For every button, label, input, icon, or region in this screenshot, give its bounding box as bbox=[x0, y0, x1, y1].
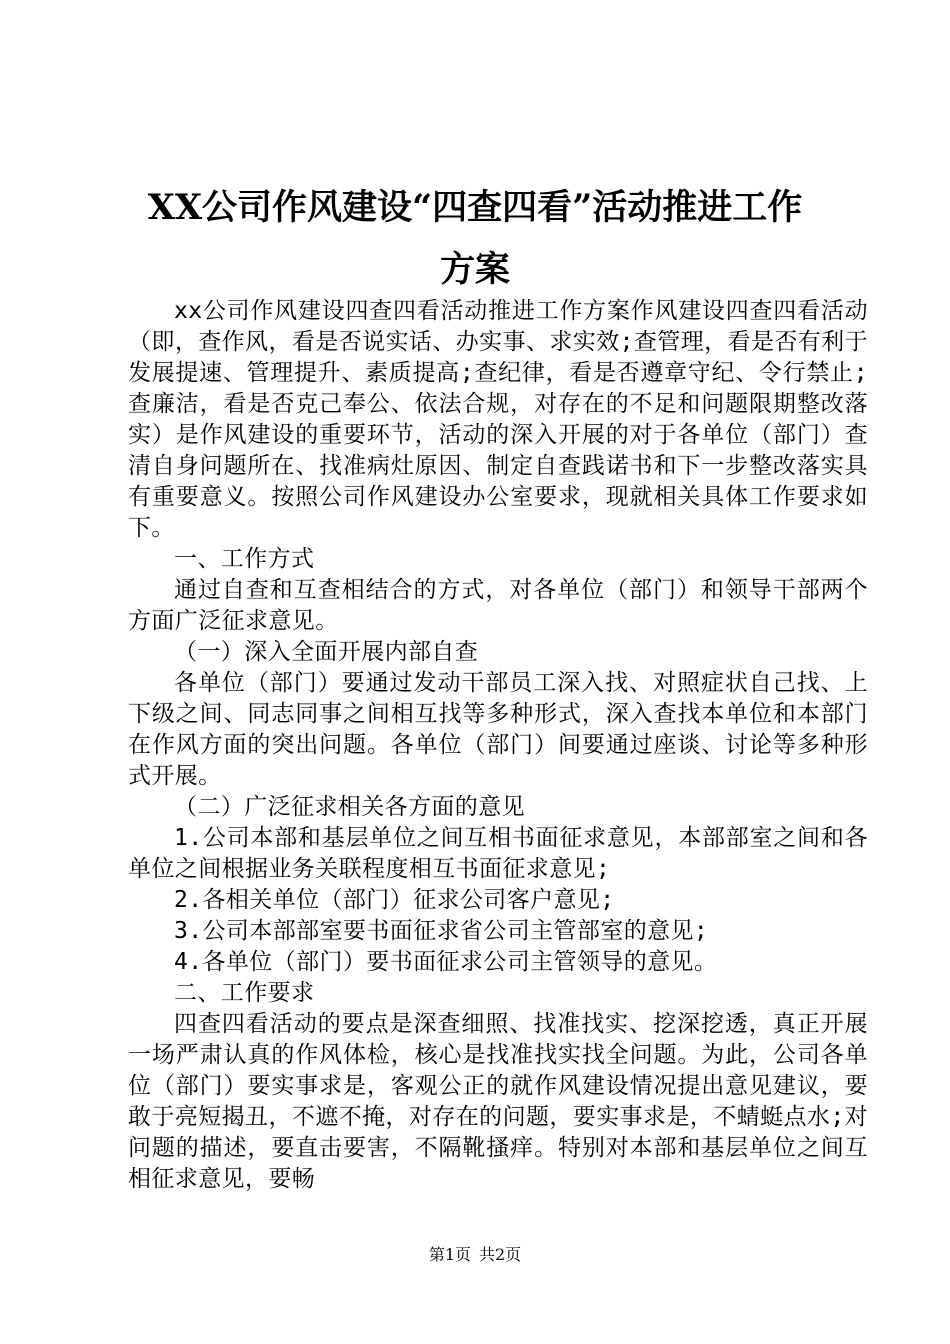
document-body bbox=[128, 296, 868, 1195]
list-item-2: 2.各相关单位（部门）征求公司客户意见; bbox=[174, 887, 615, 913]
paragraph-work-method: 通过自查和互查相结合的方式，对各单位（部门）和领导干部两个方面广泛征求意见。 bbox=[128, 577, 868, 634]
paragraph-work-requirements: 四查四看活动的要点是深查细照、找准找实、挖深挖透，真正开展一场严肃认真的作风体检，核心是找准找实找全问题。为此，公司各单位（部门）要实事求是，客观公正的就作风建设情况提出意见建议，要敢于亮短揭丑，不遮不掩，对存在的问题，要实事求是，不蜻蜓点水;对问题的描述，要直击要害，不隔靴搔痒。特别对本部和基层单位之间互相征求意见，要畅 bbox=[128, 1011, 868, 1192]
list-item-1: 1.公司本部和基层单位之间互相书面征求意见，本部部室之间和各单位之间根据业务关联程度相互书面征求意见; bbox=[128, 825, 868, 882]
list-item-4: 4.各单位（部门）要书面征求公司主管领导的意见。 bbox=[174, 949, 718, 975]
page-total: 共2页 bbox=[479, 1245, 522, 1264]
subsection-heading-self-check: （一）深入全面开展内部自查 bbox=[174, 639, 479, 665]
paragraph-self-check: 各单位（部门）要通过发动干部员工深入找、对照症状自己找、上下级之间、同志同事之间相互找等多种形式，深入查找本单位和本部门在作风方面的突出问题。各单位（部门）间要通过座谈、讨论等多种形式开展。 bbox=[128, 670, 868, 789]
paragraph-intro: xx公司作风建设四查四看活动推进工作方案作风建设四查四看活动（即，查作风，看是否说实话、办实事、求实效;查管理，看是否有利于发展提速、管理提升、素质提高;查纪律，看是否遵章守纪、令行禁止;查廉洁，看是否克己奉公、依法合规，对存在的不足和问题限期整改落实）是作风建设的重要环节，活动的深入开展的对于各单位（部门）查清自身问题所在、找准病灶原因、制定自查践诺书和下一步整改落实具有重要意义。按照公司作风建设办公室要求，现就相关具体工作要求如下。 bbox=[128, 298, 868, 541]
list-item-3: 3.公司本部部室要书面征求省公司主管部室的意见; bbox=[174, 918, 709, 944]
page-number: 第1页 bbox=[428, 1245, 471, 1264]
document-title-line-2: 方案 bbox=[439, 249, 510, 290]
section-heading-work-method: 一、工作方式 bbox=[174, 546, 315, 572]
section-heading-work-requirements: 二、工作要求 bbox=[174, 980, 315, 1006]
document-title-line-1: XX公司作风建设“四查四看”活动推进工作 bbox=[147, 187, 803, 228]
page-footer bbox=[0, 1245, 950, 1265]
subsection-heading-solicit-opinions: （二）广泛征求相关各方面的意见 bbox=[174, 794, 525, 820]
